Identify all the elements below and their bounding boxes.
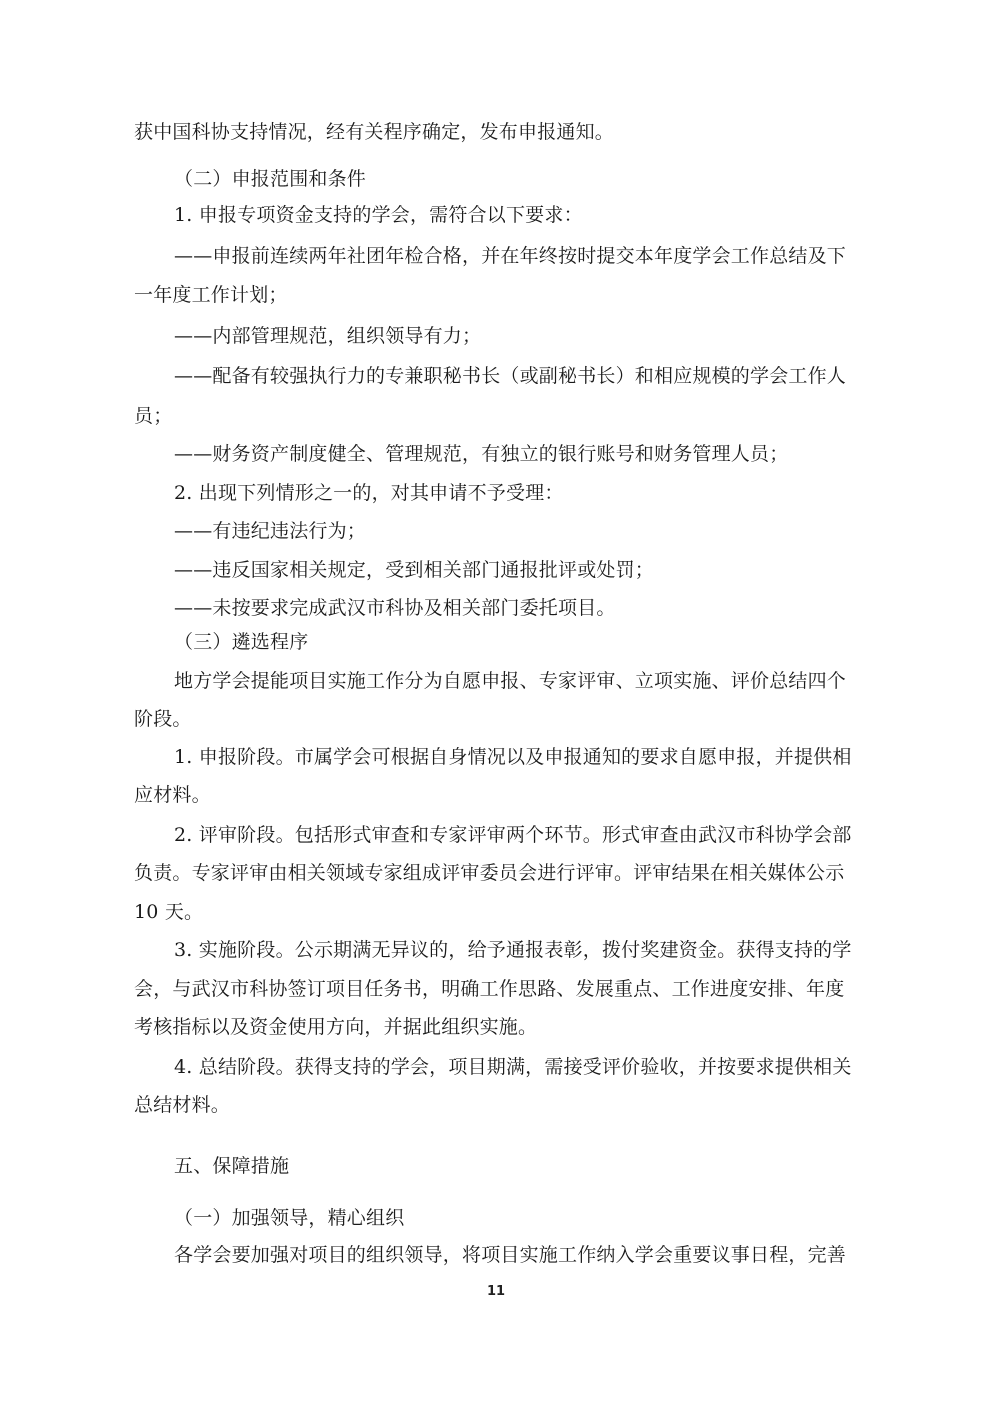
section-heading: （三）遴选程序 [174,631,309,653]
text-line: ——配备有较强执行力的专兼职秘书长（或副秘书长）和相应规模的学会工作人 [174,365,847,387]
section-heading: （一）加强领导，精心组织 [174,1207,405,1229]
text-line: 1. 申报阶段。市属学会可根据自身情况以及申报通知的要求自愿申报，并提供相 [174,746,852,768]
chapter-heading: 五、保障措施 [174,1155,290,1177]
text-line: 地方学会提能项目实施工作分为自愿申报、专家评审、立项实施、评价总结四个 [174,670,847,692]
text-line: 各学会要加强对项目的组织领导，将项目实施工作纳入学会重要议事日程，完善 [174,1244,847,1266]
text-line: 1. 申报专项资金支持的学会，需符合以下要求： [174,204,583,226]
text-line: 会，与武汉市科协签订项目任务书，明确工作思路、发展重点、工作进度安排、年度 [134,978,845,1000]
text-line: 总结材料。 [134,1094,231,1116]
text-line: ——内部管理规范，组织领导有力； [174,325,482,347]
text-line: 一年度工作计划； [134,284,288,306]
page-number: 11 [486,1284,506,1299]
text-line: ——未按要求完成武汉市科协及相关部门委托项目。 [174,597,616,619]
text-line: 10 天。 [134,901,204,923]
section-heading: （二）申报范围和条件 [174,168,367,190]
text-line: 4. 总结阶段。获得支持的学会，项目期满，需接受评价验收，并按要求提供相关 [174,1056,852,1078]
text-line: 2. 出现下列情形之一的，对其申请不予受理： [174,482,564,504]
text-line: ——申报前连续两年社团年检合格，并在年终按时提交本年度学会工作总结及下 [174,245,847,267]
text-line: ——有违纪违法行为； [174,520,367,542]
text-line: ——违反国家相关规定，受到相关部门通报批评或处罚； [174,559,655,581]
text-line: 获中国科协支持情况，经有关程序确定，发布申报通知。 [134,121,615,143]
text-line: 考核指标以及资金使用方向，并据此组织实施。 [134,1016,538,1038]
text-line: 员； [134,405,173,427]
text-line: 负责。专家评审由相关领域专家组成评审委员会进行评审。评审结果在相关媒体公示 [134,862,845,884]
text-line: ——财务资产制度健全、管理规范，有独立的银行账号和财务管理人员； [174,443,789,465]
text-line: 3. 实施阶段。公示期满无异议的，给予通报表彰，拨付奖建资金。获得支持的学 [174,939,852,961]
text-line: 应材料。 [134,784,211,806]
text-line: 2. 评审阶段。包括形式审查和专家评审两个环节。形式审查由武汉市科协学会部 [174,824,852,846]
text-line: 阶段。 [134,708,192,730]
